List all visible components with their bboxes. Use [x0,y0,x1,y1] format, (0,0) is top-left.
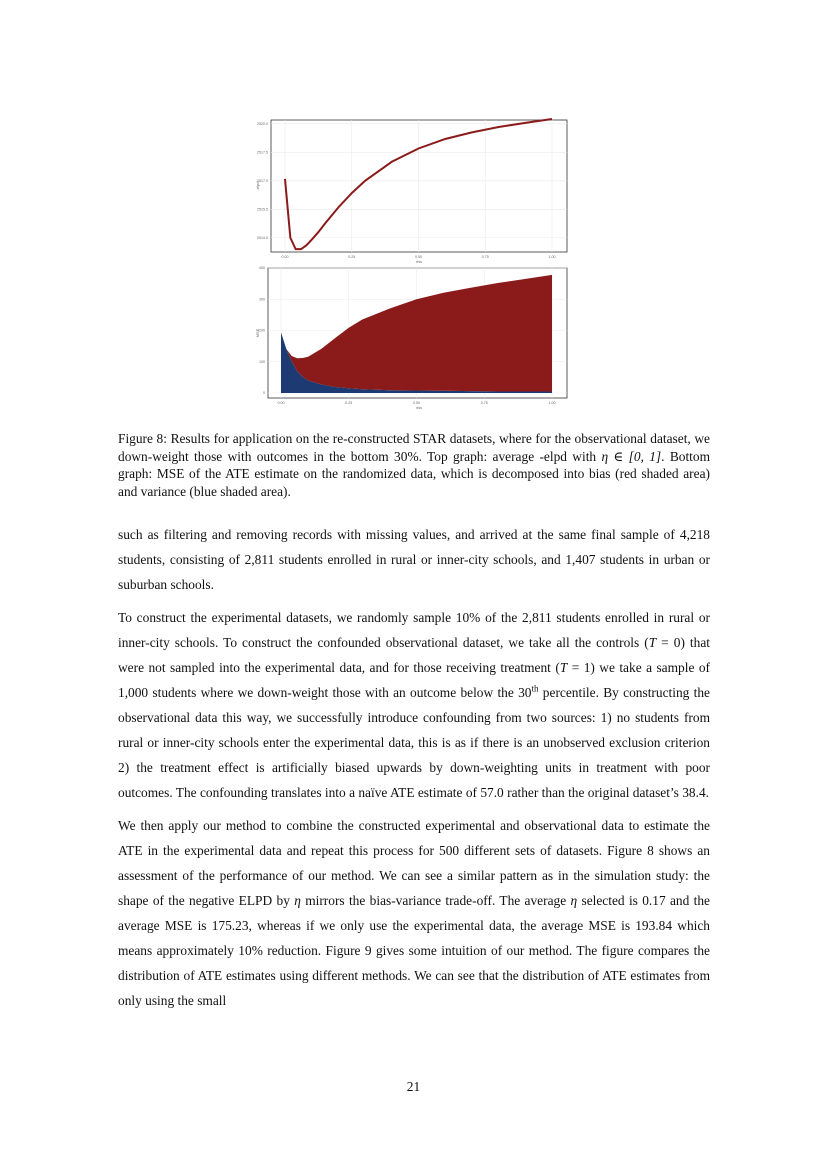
paragraph-3 [118,813,710,1013]
chart2-ytick-label: 400 [259,266,265,271]
treatment-symbol-t1: T [559,660,568,675]
mse-area-chart [255,266,567,410]
paragraph-3-text-a: We then apply our method to combine the constructed experimental and observational data to estimate the ATE in the experimental data and repeat this process for 500 different sets of datasets. Figure 8 shows an assessment of the performance of our method. We can see a similar pattern as in the simulation study: the shape of the negative ELPD by [118,818,710,908]
paragraph-2-text-a: To construct the experimental datasets, we randomly sample 10% of the 2,811 students enrolled in rural or inner-city schools. To construct the confounded observational dataset, we take all the controls ( [118,610,710,650]
caption-eta-range: η ∈ [0, 1] [601,448,662,464]
chart1-ytick-label: 2520.0 [257,121,268,126]
eta-symbol-2: η [570,893,578,908]
chart1-xlabel: eta [416,259,422,264]
paragraph-2-text-b: = 0) that were not sampled into the experimental data, and for those receiving treatment ( [118,635,710,675]
superscript-th: th [531,683,539,694]
chart2-xtick-label: 0.75 [480,401,488,405]
eta-symbol-1: η [294,893,301,908]
chart2-ytick-label: 300 [259,297,265,302]
caption-text-2: . Bottom graph: MSE of the ATE estimate on the randomized data, which is decomposed into bias (red shaded area) and variance (blue shaded area). [118,448,711,499]
chart2-xtick-label: 0.00 [277,401,285,405]
paragraph-3-text-c: selected is 0.17 and the average MSE is 175.23, whereas if we only use the experimental data, the average MSE is 193.84 which means approximately 10% reduction. Figure 9 gives some intuition of our method. The figure compares the distribution of ATE estimates using different methods. We can see that the distribution of ATE estimates from only using the small [118,893,710,1008]
page-number: 21 [406,1079,421,1094]
body-text [118,522,710,1021]
chart1-ylabel: -elpd [255,181,260,191]
chart1-xtick-label: 0.75 [481,255,489,259]
caption-label: Figure 8: [118,431,167,446]
chart1-panel [271,120,567,252]
figure-caption [118,430,710,500]
chart1-xtick-label: 0.25 [348,255,356,259]
chart2-ytick-label: 100 [259,359,265,364]
chart2-ytick-label: 200 [259,328,265,333]
paragraph-2-text-d: percentile. By constructing the observational data this way, we successfully introduce confounding from two sources: 1) no students from rural or inner-city schools enter the experimental data, this is as if there is an unobserved exclusion criterion 2) the treatment effect is artificially biased upwards by down-weighting units in treatment with poor outcomes. The confounding translates into a naïve ATE estimate of 57.0 rather than the original dataset’s 38.4. [118,685,710,800]
chart1-xtick-label: 1.00 [548,255,556,259]
chart1-ytick-label: 2514.0 [257,235,268,240]
elpd-line-chart [255,119,567,264]
chart1-ytick-label: 2517.5 [257,150,268,155]
chart2-xtick-label: 1.00 [548,401,556,405]
chart2-xtick-label: 0.25 [345,401,353,405]
paragraph-2 [118,605,710,805]
chart2-xtick-label: 0.50 [413,401,420,405]
chart2-ytick-label: 0 [263,391,265,396]
figure-8 [0,0,827,420]
chart1-xtick-label: 0.00 [281,255,289,259]
caption-text-1: Results for application on the re-constructed STAR datasets, where for the observational dataset, we down-weight those with outcomes in the bottom 30%. Top graph: average -elpd with [118,431,710,464]
chart1-ytick-label: 2515.5 [257,207,268,212]
paragraph-2-text-c: = 1) we take a sample of 1,000 students where we down-weight those with an outcome below the 30 [118,660,710,700]
chart1-ytick-label: 2517.0 [257,178,268,183]
paragraph-3-text-b: mirrors the bias-variance trade-off. The average [300,893,571,908]
paragraph-1: such as filtering and removing records with missing values, and arrived at the same final sample of 4,218 students, consisting of 2,811 students enrolled in rural or inner-city schools, and 1,407 students in urban or suburban schools. [118,527,710,592]
treatment-symbol-t0: T [648,635,657,650]
chart2-xlabel: eta [416,405,422,410]
chart2-ylabel: MSE [255,328,260,338]
chart1-xtick-label: 0.50 [415,255,422,259]
